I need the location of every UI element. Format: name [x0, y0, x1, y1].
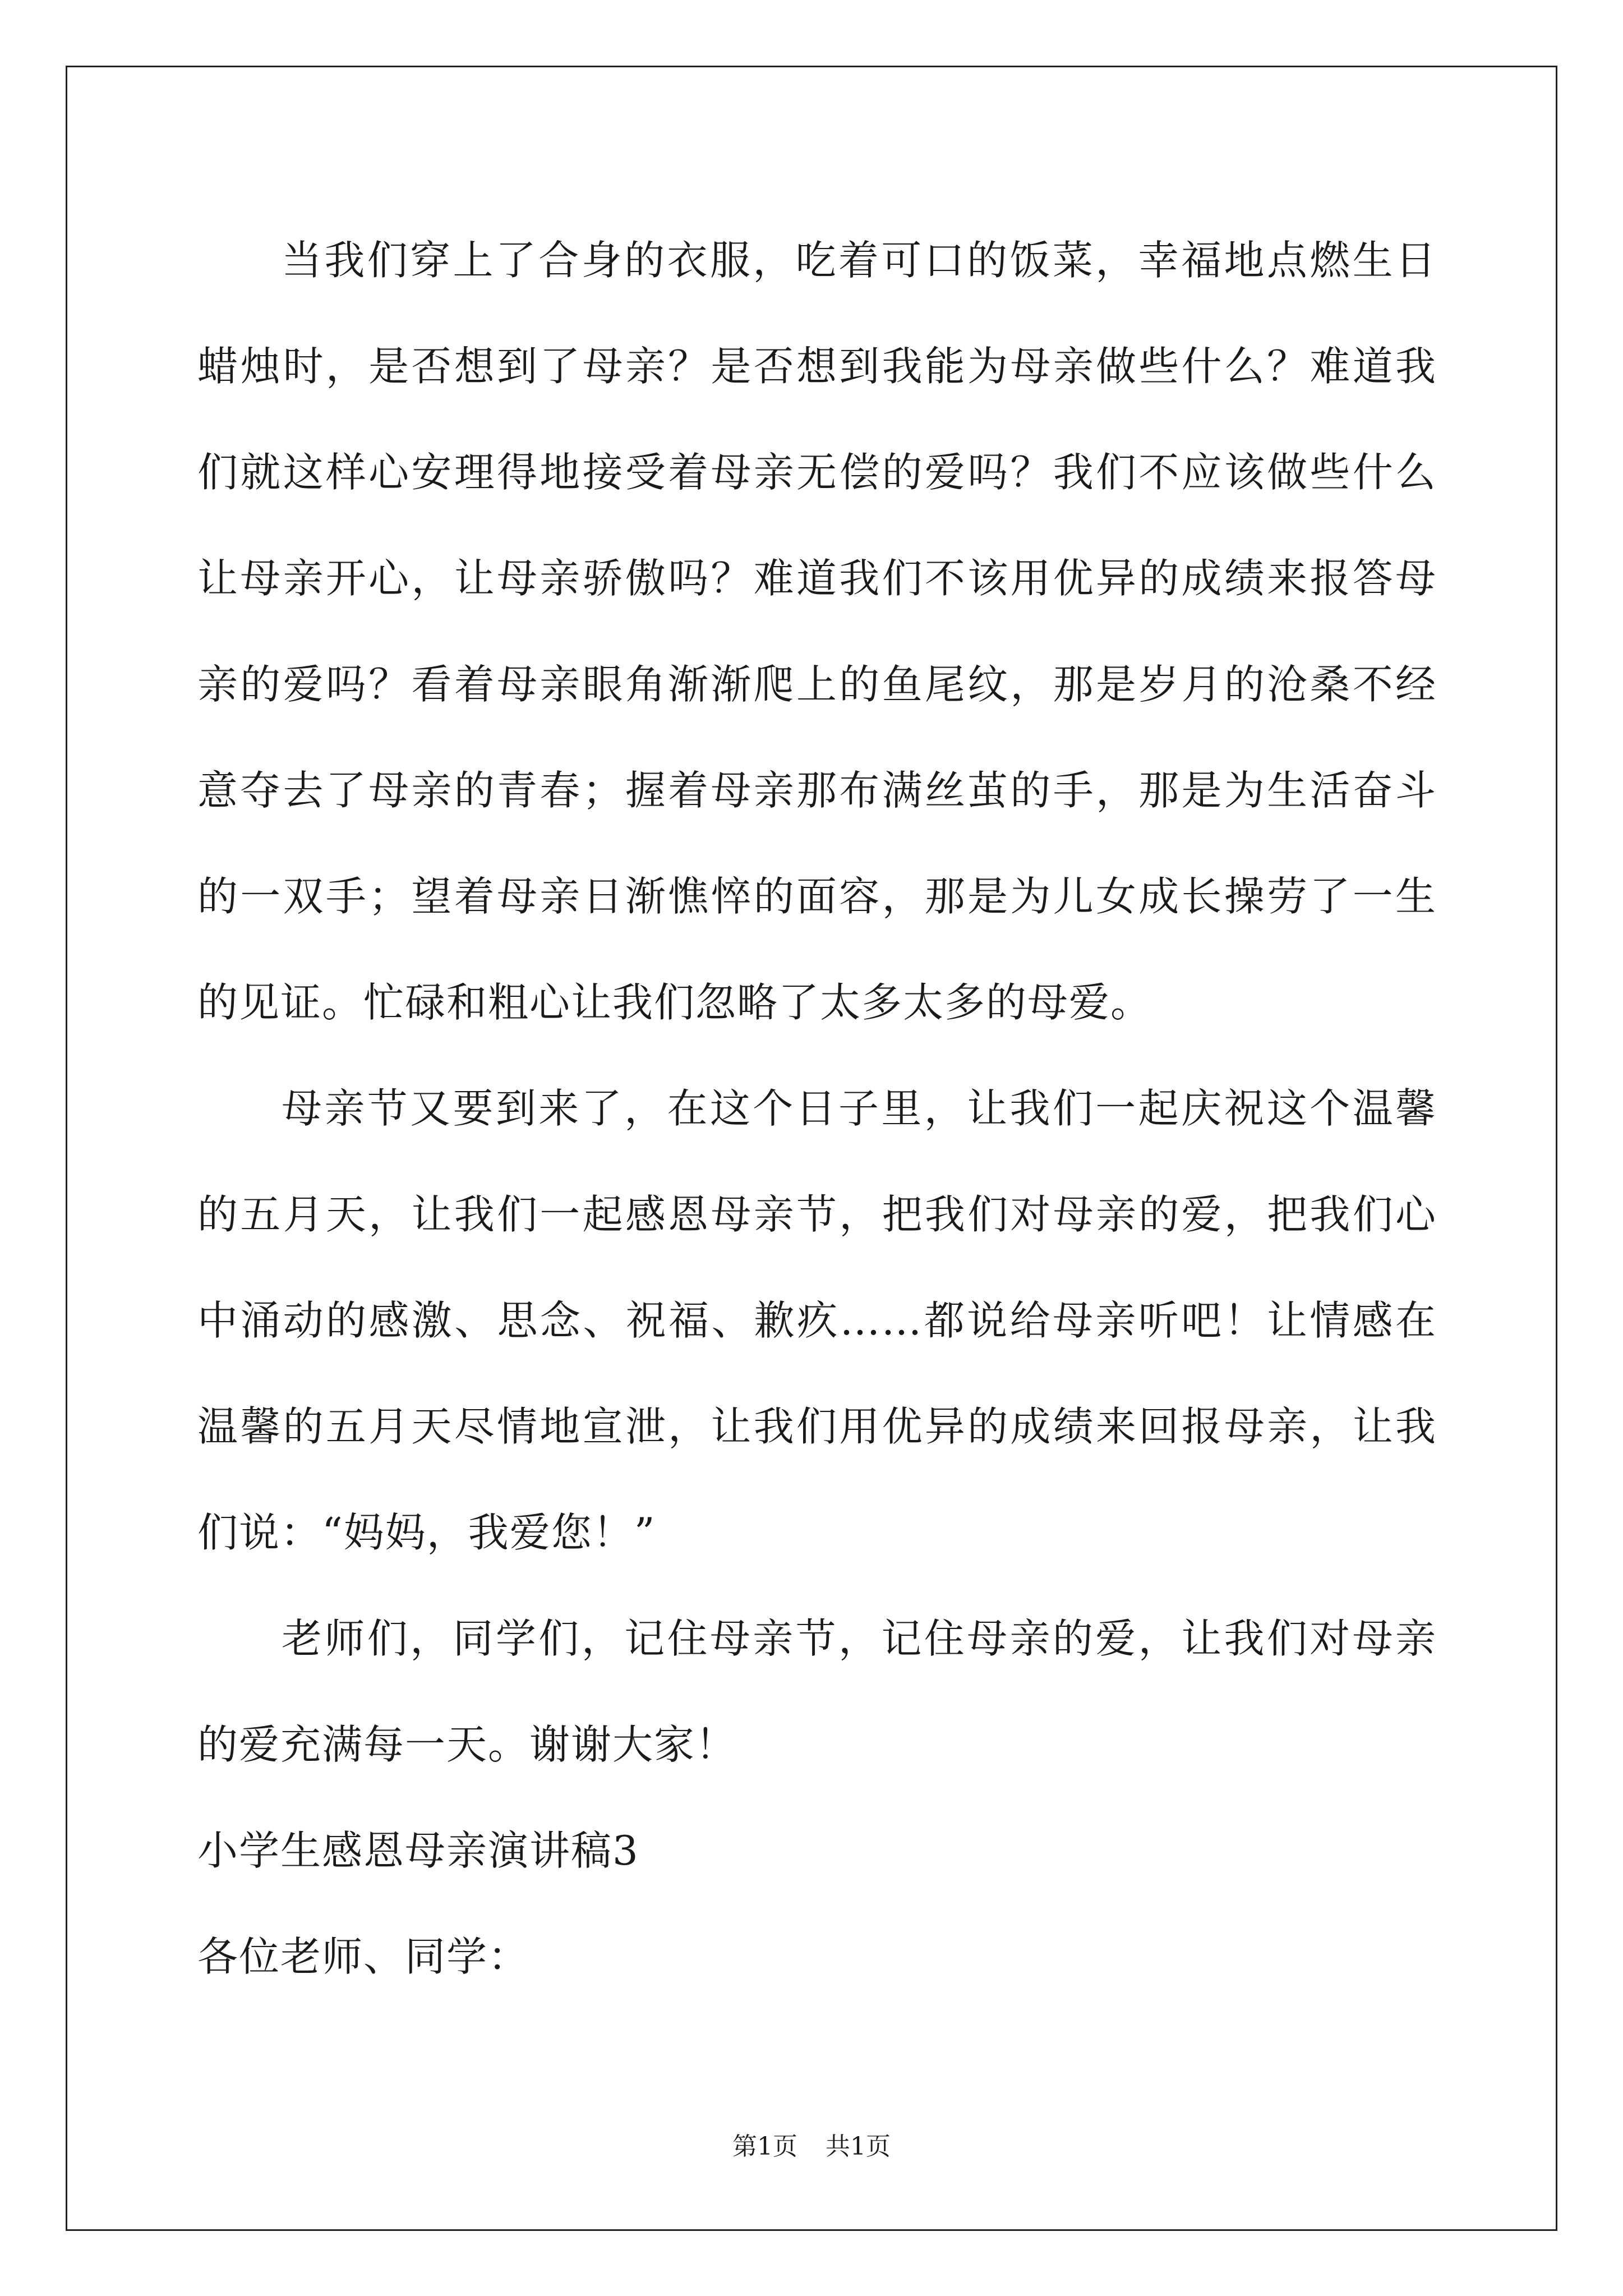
salutation: 各位老师、同学： [197, 1933, 530, 1980]
document-body [197, 208, 1437, 2010]
paragraph-1: 当我们穿上了合身的衣服，吃着可口的饭菜，幸福地点燃生日蜡烛时，是否想到了母亲？是否想到我能为母亲做些什么？难道我们就这样心安理得地接受着母亲无偿的爱吗？我们不应该做些什么让母亲开心，让母亲骄傲吗？难道我们不该用优异的成绩来报答母亲的爱吗？看着母亲眼角渐渐爬上的鱼尾纹，那是岁月的沧桑不经意夺去了母亲的青春；握着母亲那布满丝茧的手，那是为生活奋斗的一双手；望着母亲日渐憔悴的面容，那是为儿女成长操劳了一生的见证。忙碌和粗心让我们忽略了太多太多的母爱。 [197, 237, 1437, 1026]
page-footer [0, 2126, 1623, 2162]
paragraph-3: 老师们，同学们，记住母亲节，记住母亲的爱，让我们对母亲的爱充满每一天。谢谢大家！ [197, 1615, 1437, 1768]
section-title: 小学生感恩母亲演讲稿3 [197, 1827, 639, 1874]
paragraph-2: 母亲节又要到来了，在这个日子里，让我们一起庆祝这个温馨的五月天，让我们一起感恩母亲节，把我们对母亲的爱，把我们心中涌动的感激、思念、祝福、歉疚……都说给母亲听吧！让情感在温馨的五月天尽情地宣泄，让我们用优异的成绩来回报母亲，让我们说：“妈妈，我爱您！” [197, 1085, 1437, 1556]
page-total: 共1页 [826, 2132, 891, 2161]
page-number: 第1页 [732, 2132, 797, 2161]
